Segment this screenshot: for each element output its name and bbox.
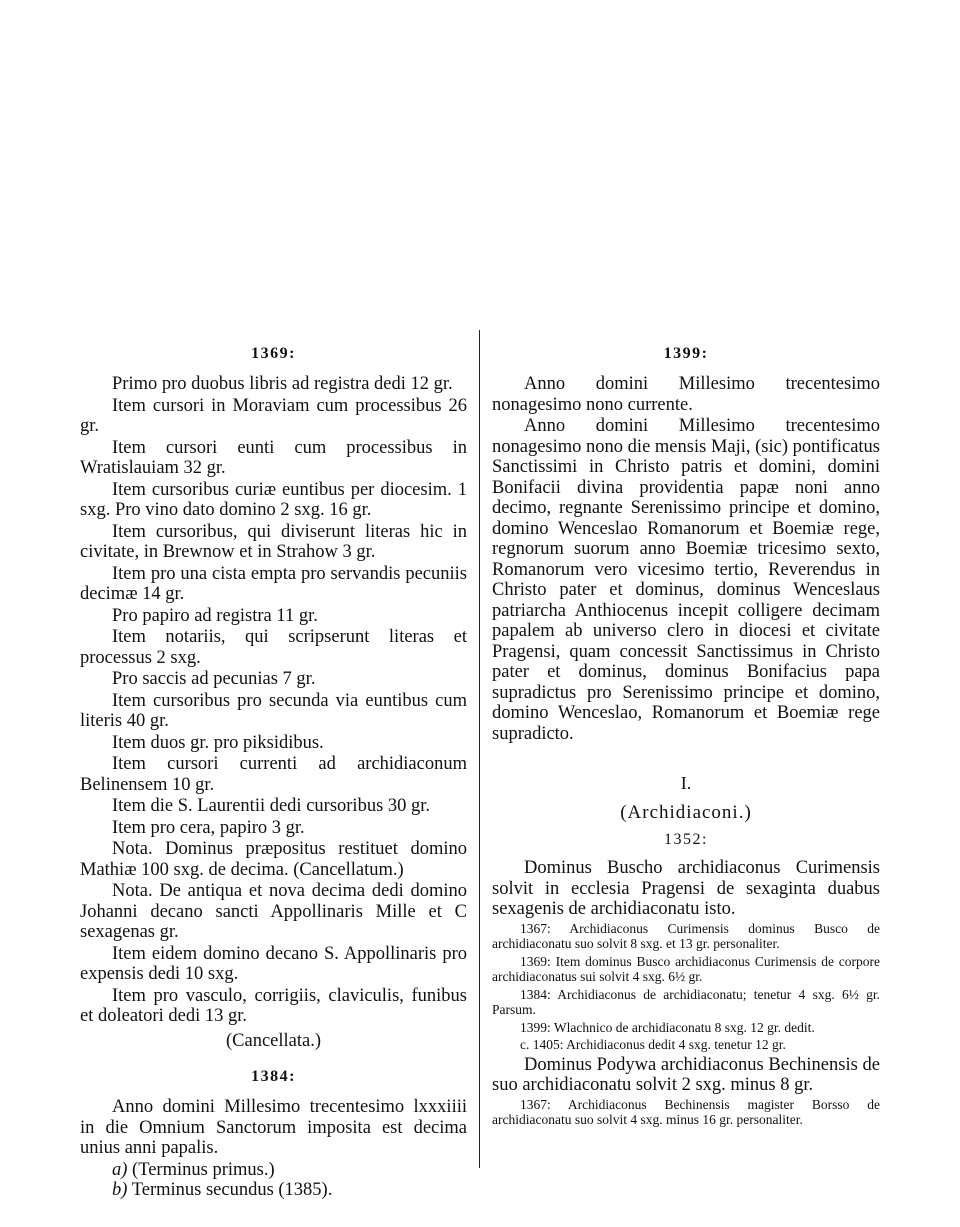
- entry-paragraph: Item cursoribus curiæ euntibus per diocesim. 1 sxg. Pro vino dato domino 2 sxg. 16 gr.: [80, 479, 467, 520]
- list-item-a: [80, 1160, 467, 1181]
- entry-paragraph: Item eidem domino decano S. Appollinaris pro expensis dedi 10 sxg.: [80, 943, 467, 984]
- entries-1369: [80, 374, 467, 1027]
- list-marker: b): [112, 1180, 128, 1200]
- entry-1384: Anno domini Millesimo trecentesimo lxxxiiii in die Omnium Sanctorum imposita est decima unius anni papalis.: [80, 1097, 467, 1158]
- entry-podywa: Dominus Podywa archidiaconus Bechinensis de suo archidiaconatu solvit 2 sxg. minus 8 gr.: [492, 1054, 880, 1095]
- entry-1352: Dominus Buscho archidiaconus Curimensis solvit in ecclesia Pragensi de sexaginta duabus sexagenis de archidiaconatu isto.: [492, 858, 880, 919]
- entry-paragraph: Item pro vasculo, corrigiis, claviculis, funibus et doleatori dedi 13 gr.: [80, 985, 467, 1026]
- footnote-line: 1369: Item dominus Busco archidiaconus Curimensis de corpore archidiaconatus sui solvit 4 sxg. 6½ gr.: [492, 953, 880, 984]
- entry-paragraph: Item pro una cista empta pro servandis pecuniis decimæ 14 gr.: [80, 563, 467, 604]
- entry-paragraph: Item notariis, qui scripserunt literas et processus 2 sxg.: [80, 627, 467, 668]
- entry-paragraph: Pro papiro ad registra 11 gr.: [112, 605, 318, 626]
- list-text: Terminus secundus (1385).: [131, 1180, 333, 1200]
- list-marker: a): [112, 1159, 128, 1180]
- footnotes-podywa: [492, 1097, 880, 1128]
- footnote-line: 1367: Archidiaconus Bechinensis magister Borsso de archidiaconatu suo solvit 4 sxg. minus 16 gr. personaliter.: [492, 1096, 880, 1127]
- entry-paragraph: Item cursori currenti ad archidiaconum Belinensem 10 gr.: [80, 754, 467, 795]
- entries-1399: [492, 374, 880, 744]
- footnotes-buscho: [492, 921, 880, 1053]
- entry-paragraph: Item die S. Laurentii dedi cursoribus 30 gr.: [112, 796, 431, 816]
- entry-paragraph: Nota. Dominus præpositus restituet domino Mathiæ 100 sxg. de decima. (Cancellatum.): [80, 839, 467, 880]
- year-heading-1384: 1384:: [251, 1068, 296, 1085]
- entry-paragraph: Item duos gr. pro piksidibus.: [112, 732, 324, 753]
- footnote-line: 1367: Archidiaconus Curimensis dominus Busco de archidiaconatu suo solvit 8 sxg. et 13 gr. personaliter.: [492, 920, 880, 951]
- year-heading-1399: 1399:: [663, 345, 709, 362]
- entry-paragraph: Primo pro duobus libris ad registra dedi 12 gr.: [112, 374, 453, 394]
- section-title: (Archidiaconi.): [620, 802, 752, 823]
- section-number: I.: [680, 773, 692, 793]
- left-column: [80, 338, 467, 1201]
- entry-paragraph: Item cursoribus, qui diviserunt literas hic in civitate, in Brewnow et in Strahow 3 gr.: [80, 521, 467, 562]
- entry-paragraph: Nota. De antiqua et nova decima dedi domino Johanni decano sancti Appollinaris Mille et C sexagenas gr.: [80, 881, 467, 942]
- entry-paragraph: Item cursori eunti cum processibus in Wratislauiam 32 gr.: [80, 437, 467, 478]
- footnote-line: 1384: Archidiaconus de archidiaconatu; tenetur 4 sxg. 6½ gr. Parsum.: [492, 986, 880, 1017]
- entry-paragraph: Anno domini Millesimo trecentesimo nonagesimo nono die mensis Maji, (sic) pontificatus Sanctissimi in Christo patris et domini, domini Bonifacii divina providentia papæ noni anno decimo, regnante Serenissimo principe et domino, domino Wenceslao Romanorum et Boemiæ rege, regnorum suorum anno Boemiæ tricesimo sexto, Romanorum vero vicesimo tertio, Reverendus in Christo pater et dominus, dominus Wenceslaus patriarcha Anthiocenus incepit colligere decimam papalem ab universo clero in diocesi et civitate Pragensi, quam concessit Sanctissimus in Christo pater et dominus, dominus Bonifacius papa supradictus pro Serenissimo principe et domino, domino Wenceslao, Romanorum et Boemiæ rege supradicto.: [492, 416, 880, 744]
- footnote-line: 1399: Wlachnico de archidiaconatu 8 sxg. 12 gr. dedit.: [520, 1019, 815, 1035]
- entry-paragraph: Item cursori in Moraviam cum processibus 26 gr.: [80, 395, 467, 436]
- entry-paragraph: Item pro cera, papiro 3 gr.: [112, 817, 305, 838]
- year-heading-1352: 1352:: [664, 831, 708, 848]
- entry-paragraph: Item cursoribus pro secunda via euntibus cum literis 40 gr.: [80, 690, 467, 731]
- column-divider: [479, 330, 480, 1168]
- list-1384: [80, 1160, 467, 1201]
- right-column: [492, 338, 880, 1130]
- entry-paragraph: Anno domini Millesimo trecentesimo nonagesimo nono currente.: [492, 374, 880, 415]
- list-item-b: [80, 1180, 467, 1201]
- year-heading-1369: 1369:: [251, 345, 296, 362]
- cancellata-note: (Cancellata.): [225, 1030, 321, 1051]
- list-text: (Terminus primus.): [132, 1159, 275, 1180]
- entry-paragraph: Pro saccis ad pecunias 7 gr.: [112, 669, 316, 689]
- footnote-line: c. 1405: Archidiaconus dedit 4 sxg. tenetur 12 gr.: [520, 1037, 786, 1052]
